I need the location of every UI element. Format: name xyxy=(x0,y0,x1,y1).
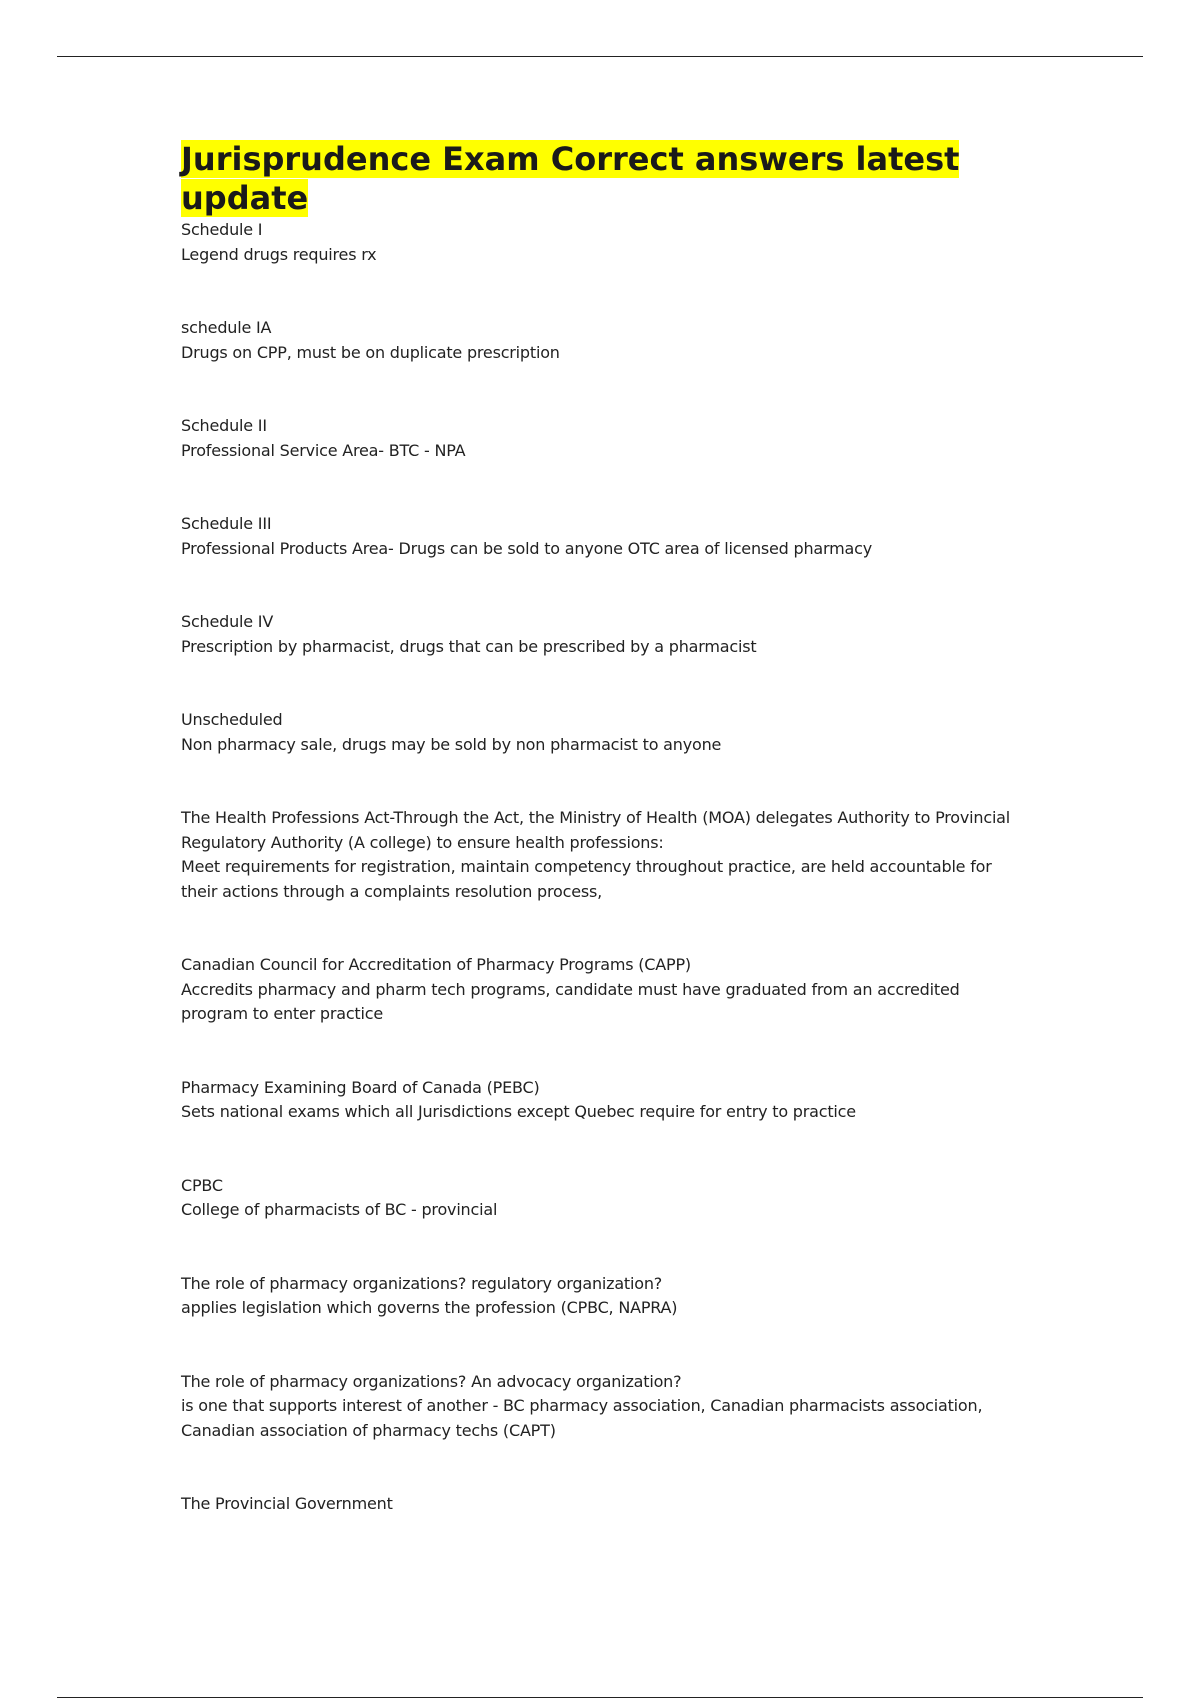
entry-schedule-i xyxy=(181,218,1021,267)
entry-term: The role of pharmacy organizations? regulatory organization? xyxy=(181,1273,663,1293)
entry-health-professions-act xyxy=(181,806,1021,904)
entry-provincial-government xyxy=(181,1492,1021,1517)
entry-term: Unscheduled xyxy=(181,710,283,729)
entry-term: Schedule II xyxy=(181,416,267,435)
entry-term: Canadian Council for Accreditation of Pharmacy Programs (CAPP) xyxy=(181,955,691,974)
entry-capp xyxy=(181,953,1021,1027)
entry-definition: Non pharmacy sale, drugs may be sold by non pharmacist to anyone xyxy=(181,734,722,754)
entry-schedule-ii xyxy=(181,414,1021,463)
document-body xyxy=(181,140,1021,1517)
entry-pebc xyxy=(181,1076,1021,1125)
entry-term: Pharmacy Examining Board of Canada (PEBC) xyxy=(181,1077,540,1097)
document-title xyxy=(181,140,1021,218)
entry-definition: Professional Products Area- Drugs can be sold to anyone OTC area of licensed pharmacy xyxy=(181,538,872,558)
entry-cpbc xyxy=(181,1174,1021,1223)
entry-definition: Drugs on CPP, must be on duplicate prescription xyxy=(181,342,560,362)
entry-schedule-iv xyxy=(181,610,1021,659)
entry-definition: Professional Service Area- BTC - NPA xyxy=(181,440,466,460)
entry-definition: Meet requirements for registration, maintain competency throughout practice, are held accountable for their actions through a complaints resolution process, xyxy=(181,857,992,901)
entry-term: Schedule I xyxy=(181,220,263,239)
entry-unscheduled xyxy=(181,708,1021,757)
entry-regulatory-organization xyxy=(181,1272,1021,1321)
entry-advocacy-organization xyxy=(181,1370,1021,1444)
entry-term: Schedule III xyxy=(181,514,272,533)
entry-term: The Provincial Government xyxy=(181,1494,393,1513)
entry-schedule-iii xyxy=(181,512,1021,561)
entry-term: schedule IA xyxy=(181,318,272,337)
entry-definition: Sets national exams which all Jurisdictions except Quebec require for entry to practice xyxy=(181,1102,856,1121)
entry-definition: applies legislation which governs the profession (CPBC, NAPRA) xyxy=(181,1298,678,1317)
entry-definition: is one that supports interest of another - BC pharmacy association, Canadian pharmacists association, Canadian association of pharmacy techs (CAPT) xyxy=(181,1396,983,1440)
entry-definition: Prescription by pharmacist, drugs that can be prescribed by a pharmacist xyxy=(181,636,757,656)
title-highlight: Jurisprudence Exam Correct answers latest update xyxy=(181,140,960,217)
entry-definition: Legend drugs requires rx xyxy=(181,244,377,264)
entry-term: The role of pharmacy organizations? An advocacy organization? xyxy=(181,1371,682,1391)
entry-term: CPBC xyxy=(181,1175,223,1195)
entry-term: The Health Professions Act-Through the Act, the Ministry of Health (MOA) delegates Authority to Provincial Regulatory Authority (A college) to ensure health professions: xyxy=(181,808,1011,852)
entry-definition: College of pharmacists of BC - provincial xyxy=(181,1200,498,1219)
header-rule xyxy=(57,56,1143,57)
entry-definition: Accredits pharmacy and pharm tech programs, candidate must have graduated from an accredited program to enter practice xyxy=(181,979,960,1023)
footer-rule xyxy=(57,1697,1143,1698)
entry-schedule-ia xyxy=(181,316,1021,365)
entry-term: Schedule IV xyxy=(181,612,274,631)
